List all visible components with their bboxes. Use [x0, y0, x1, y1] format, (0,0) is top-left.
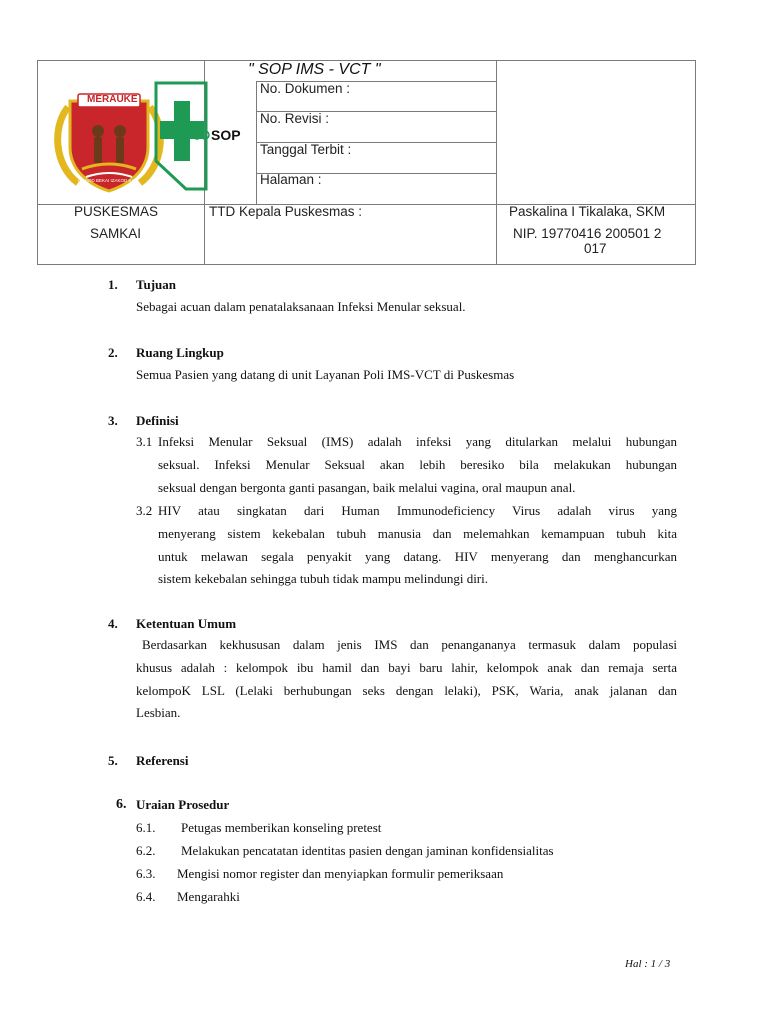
- ruang-lingkup-text: Semua Pasien yang datang di unit Layanan Poli IMS-VCT di Puskesmas: [136, 367, 515, 382]
- sop-logo-text: SOP: [211, 127, 241, 143]
- section-title-uraian-prosedur: Uraian Prosedur: [136, 797, 230, 812]
- table-divider: [496, 61, 497, 264]
- tujuan-text: Sebagai acuan dalam penatalaksanaan Infeksi Menular seksual.: [136, 299, 466, 314]
- procedure-step: Mengarahki: [177, 889, 240, 904]
- text-line: seksual. Infeksi Menular Seksual akan lebih beresiko bila melakukan hubungan: [158, 456, 677, 472]
- text-line: HIV atau singkatan dari Human Immunodeficiency Virus adalah virus yang: [158, 503, 677, 518]
- signer-nip: NIP. 19770416 200501 2: [513, 226, 662, 241]
- section-number: 3.: [108, 413, 118, 428]
- procedure-step: Mengisi nomor register dan menyiapkan formulir pemeriksaan: [177, 866, 504, 881]
- puskesmas-label: PUSKESMAS: [74, 204, 159, 219]
- emblem-banner-text: MERAUKE: [87, 94, 138, 105]
- section-number: 4.: [108, 616, 118, 631]
- section-title-tujuan: Tujuan: [136, 277, 176, 292]
- page-number: Hal : 1 / 3: [625, 958, 671, 970]
- text-line: kelompoK LSL (Lelaki berhubungan seks dengan lelaki), PSK, Waria, anak jalanan dan: [136, 682, 677, 698]
- ketentuan-umum-text: [136, 634, 677, 725]
- procedure-number: 6.1.: [136, 820, 156, 835]
- text-line: Lesbian.: [136, 705, 181, 721]
- text-line: seksual dengan bergonta ganti pasangan, baik melalui vagina, oral maupun anal.: [158, 479, 576, 495]
- text-line: untuk melawan segala penyakit yang datang. HIV menyerang dan menghancurkan: [158, 548, 677, 564]
- section-number: 1.: [108, 277, 118, 292]
- text-line: khusus adalah : kelompok ibu hamil dan bayi baru lahir, kelompok anak dan remaja serta: [136, 659, 677, 675]
- signer-name: Paskalina I Tikalaka, SKM: [509, 204, 666, 219]
- section-number: 2.: [108, 345, 118, 360]
- definition-hiv: [158, 500, 677, 591]
- procedure-step: Melakukan pencatatan identitas pasien dengan jaminan konfidensialitas: [181, 843, 554, 858]
- sop-header-table: [37, 60, 696, 265]
- procedure-step: Petugas memberikan konseling pretest: [181, 820, 382, 835]
- text-line: sistem kekebalan sehingga tubuh tidak mampu melindungi diri.: [158, 571, 488, 587]
- signer-nip-cont: 017: [584, 241, 607, 256]
- ttd-label: TTD Kepala Puskesmas :: [209, 204, 363, 219]
- section-title-referensi: Referensi: [136, 753, 189, 768]
- field-no-dokumen: No. Dokumen :: [260, 81, 351, 96]
- document-title: " SOP IMS - VCT ": [248, 61, 381, 78]
- emblem-motto-text: IZAKOD BEKAI IZAKOD KAI: [78, 178, 136, 183]
- logo-area: [38, 61, 241, 204]
- field-tanggal-terbit: Tanggal Terbit :: [260, 142, 352, 157]
- section-title-ruang-lingkup: Ruang Lingkup: [136, 345, 224, 360]
- definition-number: 3.2: [136, 503, 153, 518]
- procedure-number: 6.4.: [136, 889, 156, 904]
- text-line: Berdasarkan kekhususan dalam jenis IMS dan penangananya termasuk dalam populasi: [142, 637, 677, 652]
- definition-number: 3.1: [136, 434, 153, 449]
- text-line: menyerang sistem kekebalan tubuh manusia dan melemahkan kemampuan tubuh kita: [158, 525, 677, 541]
- field-no-revisi: No. Revisi :: [260, 111, 330, 126]
- section-title-definisi: Definisi: [136, 413, 179, 428]
- section-title-ketentuan-umum: Ketentuan Umum: [136, 616, 237, 631]
- field-halaman: Halaman :: [260, 172, 322, 187]
- procedure-number: 6.2.: [136, 843, 156, 858]
- section-number: 5.: [108, 753, 118, 768]
- section-number: 6.: [116, 797, 127, 812]
- text-line: Infeksi Menular Seksual (IMS) adalah infeksi yang ditularkan melalui hubungan: [158, 434, 677, 449]
- definition-ims: [158, 431, 677, 499]
- procedure-number: 6.3.: [136, 866, 156, 881]
- puskesmas-name: SAMKAI: [90, 226, 142, 241]
